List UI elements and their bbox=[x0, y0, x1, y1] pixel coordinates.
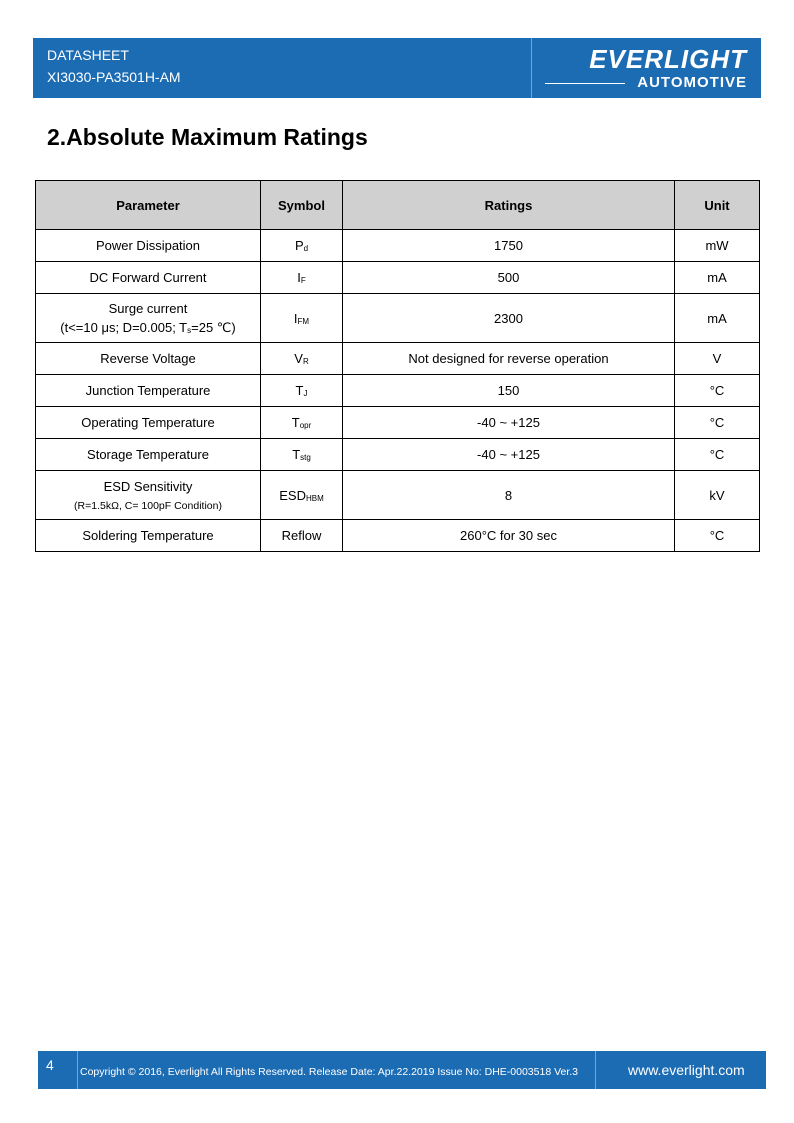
unit-cell: °C bbox=[675, 407, 760, 439]
symbol-subscript: R bbox=[302, 357, 309, 366]
unit-cell: mW bbox=[675, 230, 760, 262]
rating-cell: -40 ~ +125 bbox=[343, 407, 675, 439]
parameter-name: Surge current bbox=[108, 300, 188, 316]
parameter-cell: Junction Temperature bbox=[36, 375, 261, 407]
datasheet-label: DATASHEET bbox=[47, 47, 129, 63]
table-row bbox=[36, 520, 760, 552]
symbol-main: T bbox=[291, 415, 300, 430]
unit-cell: °C bbox=[675, 520, 760, 552]
symbol-main: I bbox=[297, 270, 301, 285]
symbol-subscript: stg bbox=[300, 453, 311, 462]
logo-sub-text: AUTOMOTIVE bbox=[637, 74, 747, 91]
parameter-cell: Operating Temperature bbox=[36, 407, 261, 439]
table-row bbox=[36, 439, 760, 471]
section-title: 2.Absolute Maximum Ratings bbox=[47, 124, 368, 150]
condition-text-a: (t<=10 μs; D=0.005; T bbox=[60, 319, 188, 335]
copyright-text: Copyright © 2016, Everlight All Rights Reserved. Release Date: Apr.22.2019 Issue No: DHE-0003518 Ver.3 bbox=[80, 1066, 579, 1078]
unit-cell: kV bbox=[675, 471, 760, 520]
unit-cell: mA bbox=[675, 262, 760, 294]
symbol-subscript: HBM bbox=[305, 493, 324, 503]
parameter-cell: DC Forward Current bbox=[36, 262, 261, 294]
condition-text-b: =25 ℃) bbox=[191, 319, 236, 335]
parameter-cell: Power Dissipation bbox=[36, 230, 261, 262]
table-row bbox=[36, 294, 760, 343]
header-parameter: Parameter bbox=[36, 181, 261, 230]
symbol-subscript: d bbox=[303, 244, 309, 253]
header-unit: Unit bbox=[675, 181, 760, 230]
page-header bbox=[33, 38, 761, 98]
part-number: XI3030-PA3501H-AM bbox=[47, 69, 181, 85]
symbol-subscript: FM bbox=[297, 316, 310, 326]
unit-cell: °C bbox=[675, 375, 760, 407]
symbol-main: P bbox=[294, 238, 304, 253]
logo-rule bbox=[545, 83, 625, 84]
rating-cell: 2300 bbox=[343, 294, 675, 343]
parameter-cell: Soldering Temperature bbox=[36, 520, 261, 552]
table-row bbox=[36, 375, 760, 407]
rating-cell: 500 bbox=[343, 262, 675, 294]
symbol-cell bbox=[261, 471, 343, 520]
symbol-cell: Reflow bbox=[261, 520, 343, 552]
rating-cell: 1750 bbox=[343, 230, 675, 262]
absolute-maximum-ratings-table bbox=[35, 180, 760, 552]
table-row bbox=[36, 407, 760, 439]
parameter-condition bbox=[40, 320, 256, 336]
header-text bbox=[47, 44, 181, 88]
unit-cell: V bbox=[675, 343, 760, 375]
table-row bbox=[36, 230, 760, 262]
symbol-subscript: F bbox=[300, 276, 306, 285]
rating-cell: Not designed for reverse operation bbox=[343, 343, 675, 375]
header-symbol: Symbol bbox=[261, 181, 343, 230]
symbol-main: T bbox=[292, 447, 301, 462]
page-number: 4 bbox=[46, 1057, 54, 1073]
symbol-cell bbox=[261, 375, 343, 407]
table-header-row bbox=[36, 181, 760, 230]
footer-divider bbox=[77, 1051, 78, 1089]
symbol-main: T bbox=[295, 383, 304, 398]
website-link[interactable]: www.everlight.com bbox=[628, 1062, 745, 1078]
table-row bbox=[36, 262, 760, 294]
symbol-main: ESD bbox=[279, 487, 306, 503]
condition-subscript: s bbox=[187, 325, 192, 335]
symbol-subscript: opr bbox=[299, 421, 312, 430]
symbol-cell bbox=[261, 294, 343, 343]
parameter-cell bbox=[36, 294, 261, 343]
page-footer bbox=[38, 1051, 766, 1089]
parameter-cell: Reverse Voltage bbox=[36, 343, 261, 375]
rating-cell: 260°C for 30 sec bbox=[343, 520, 675, 552]
footer-divider bbox=[595, 1051, 596, 1089]
symbol-cell bbox=[261, 262, 343, 294]
symbol-cell bbox=[261, 230, 343, 262]
table-row bbox=[36, 471, 760, 520]
header-ratings: Ratings bbox=[343, 181, 675, 230]
symbol-main: I bbox=[293, 310, 298, 326]
parameter-condition: (R=1.5kΩ, C= 100pF Condition) bbox=[74, 499, 222, 512]
symbol-subscript: J bbox=[303, 389, 308, 398]
parameter-name: ESD Sensitivity bbox=[103, 478, 193, 494]
parameter-cell bbox=[36, 471, 261, 520]
symbol-cell bbox=[261, 439, 343, 471]
rating-cell: -40 ~ +125 bbox=[343, 439, 675, 471]
unit-cell: °C bbox=[675, 439, 760, 471]
everlight-logo bbox=[543, 44, 755, 94]
rating-cell: 8 bbox=[343, 471, 675, 520]
header-divider bbox=[531, 38, 532, 98]
symbol-main: V bbox=[294, 351, 303, 366]
unit-cell: mA bbox=[675, 294, 760, 343]
parameter-cell: Storage Temperature bbox=[36, 439, 261, 471]
logo-main-text: EVERLIGHT bbox=[589, 44, 747, 74]
symbol-cell bbox=[261, 407, 343, 439]
table-row bbox=[36, 343, 760, 375]
rating-cell: 150 bbox=[343, 375, 675, 407]
symbol-cell bbox=[261, 343, 343, 375]
